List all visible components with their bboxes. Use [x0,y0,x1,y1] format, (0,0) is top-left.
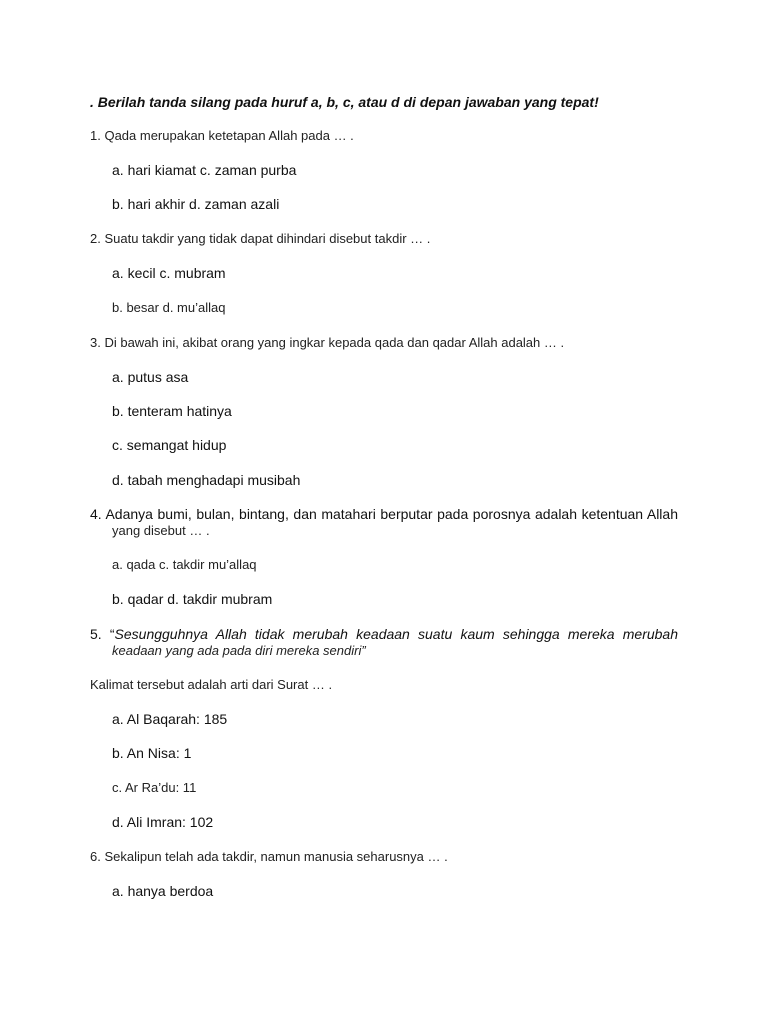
question-3-option-a: a. putus asa [112,369,189,385]
question-1-options-b-d: b. hari akhir d. zaman azali [112,196,280,212]
question-4-line-1: 4. Adanya bumi, bulan, bintang, dan matahari berputar pada porosnya adalah ketentuan Allah [90,506,678,522]
question-5-line-1 [90,626,678,642]
question-5-quote-line-2: keadaan yang ada pada diri mereka sendiri” [112,643,366,658]
question-1-options-a-c: a. hari kiamat c. zaman purba [112,162,297,178]
question-3-option-c: c. semangat hidup [112,437,227,453]
question-2-options-b-d: b. besar d. mu’allaq [112,300,226,315]
question-5-quote-line-1: Sesungguhnya Allah tidak merubah keadaan suatu kaum sehingga mereka merubah [114,626,678,642]
question-4-line-2: yang disebut … . [112,523,210,538]
question-5-option-a: a. Al Baqarah: 185 [112,711,228,727]
question-5-option-b: b. An Nisa: 1 [112,745,192,761]
question-6-option-a: a. hanya berdoa [112,883,214,899]
question-5-option-c: c. Ar Ra’du: 11 [112,780,197,795]
question-3: 3. Di bawah ini, akibat orang yang ingkar kepada qada dan qadar Allah adalah … . [90,335,565,350]
question-5-number: 5. “ [90,626,115,642]
question-1: 1. Qada merupakan ketetapan Allah pada … . [90,128,354,143]
question-6: 6. Sekalipun telah ada takdir, namun manusia seharusnya … . [90,849,448,864]
question-3-option-d: d. tabah menghadapi musibah [112,472,301,488]
question-5-option-d: d. Ali Imran: 102 [112,814,214,830]
question-2-options-a-c: a. kecil c. mubram [112,265,226,281]
question-2: 2. Suatu takdir yang tidak dapat dihindari disebut takdir … . [90,231,431,246]
question-4-options-b-d: b. qadar d. takdir mubram [112,591,273,607]
question-4-options-a-c: a. qada c. takdir mu’allaq [112,557,257,572]
question-5-followup: Kalimat tersebut adalah arti dari Surat … . [90,677,333,692]
question-3-option-b: b. tenteram hatinya [112,403,232,419]
instruction-heading: . Berilah tanda silang pada huruf a, b, c, atau d di depan jawaban yang tepat! [90,94,599,110]
